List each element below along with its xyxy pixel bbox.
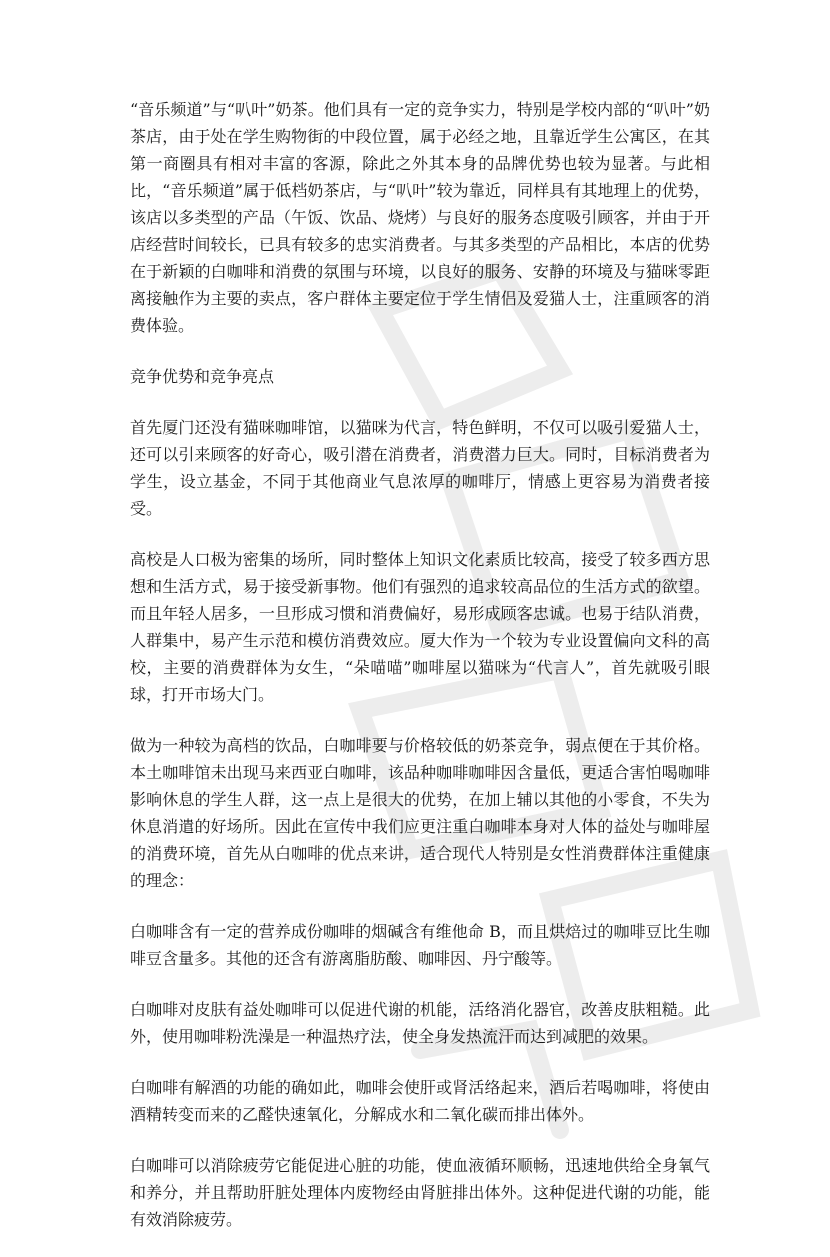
- paragraph-intro: “音乐频道”与“叭叶”奶茶。他们具有一定的竞争实力，特别是学校内部的“叭叶”奶茶店，由于处在学生购物街的中段位置，属于必经之地，且靠近学生公寓区，在其第一商圈具有相对丰富的客源，除此之外其本身的品牌优势也较为显著。与此相比，“音乐频道”属于低档奶茶店，与“叭叶”较为靠近，同样具有其地理上的优势，该店以多类型的产品（午饭、饮品、烧烤）与良好的服务态度吸引顾客，并由于开店经营时间较长，已具有较多的忠实消费者。与其多类型的产品相比，本店的优势在于新颖的白咖啡和消费的氛围与环境，以良好的服务、安静的环境及与猫咪零距离接触作为主要的卖点，客户群体主要定位于学生情侣及爱猫人士，注重顾客的消费体验。: [130, 100, 710, 335]
- paragraph-advantage-1: 首先厦门还没有猫咪咖啡馆，以猫咪为代言，特色鲜明，不仅可以吸引爱猫人士，还可以引来顾客的好奇心，吸引潜在消费者，消费潜力巨大。同时，目标消费者为学生，设立基金，不同于其他商业气息浓厚的咖啡厅，情感上更容易为消费者接受。: [130, 418, 710, 518]
- paragraph-benefit-nutrition: 白咖啡含有一定的营养成份咖啡的烟碱含有维他命 B，而且烘焙过的咖啡豆比生咖啡豆含量多。其他的还含有游离脂肪酸、咖啡因、丹宁酸等。: [130, 922, 710, 968]
- paragraph-advantage-2: 高校是人口极为密集的场所，同时整体上知识文化素质比较高，接受了较多西方思想和生活方式，易于接受新事物。他们有强烈的追求较高品位的生活方式的欲望。而且年轻人居多，一旦形成习惯和消费偏好，易形成顾客忠诚。也易于结队消费，人群集中，易产生示范和模仿消费效应。厦大作为一个较为专业设置偏向文科的高校，主要的消费群体为女生，“朵喵喵”咖啡屋以猫咪为“代言人”，首先就吸引眼球，打开市场大门。: [130, 550, 710, 704]
- document-body: [130, 96, 710, 1257]
- paragraph-advantage-3: 做为一种较为高档的饮品，白咖啡要与价格较低的奶茶竞争，弱点便在于其价格。本土咖啡馆未出现马来西亚白咖啡，该品种咖啡咖啡因含量低，更适合害怕喝咖啡影响休息的学生人群，这一点上是很大的优势，在加上辅以其他的小零食，不失为休息消遣的好场所。因此在宣传中我们应更注重白咖啡本身对人体的益处与咖啡屋的消费环境，首先从白咖啡的优点来讲，适合现代人特别是女性消费群体注重健康的理念：: [130, 736, 710, 890]
- paragraph-benefit-hangover: 白咖啡有解酒的功能的确如此，咖啡会使肝或肾活络起来，酒后若喝咖啡，将使由酒精转变而来的乙醛快速氧化，分解成水和二氧化碳而排出体外。: [130, 1078, 710, 1124]
- paragraph-benefit-skin: 白咖啡对皮肤有益处咖啡可以促进代谢的机能，活络消化器官，改善皮肤粗糙。此外，使用咖啡粉洗澡是一种温热疗法，使全身发热流汗而达到减肥的效果。: [130, 1000, 710, 1046]
- section-heading: 竞争优势和竞争亮点: [130, 367, 275, 386]
- paragraph-benefit-fatigue: 白咖啡可以消除疲劳它能促进心脏的功能，使血液循环顺畅，迅速地供给全身氧气和养分，并且帮助肝脏处理体内废物经由肾脏排出体外。这种促进代谢的功能，能有效消除疲劳。: [130, 1156, 710, 1229]
